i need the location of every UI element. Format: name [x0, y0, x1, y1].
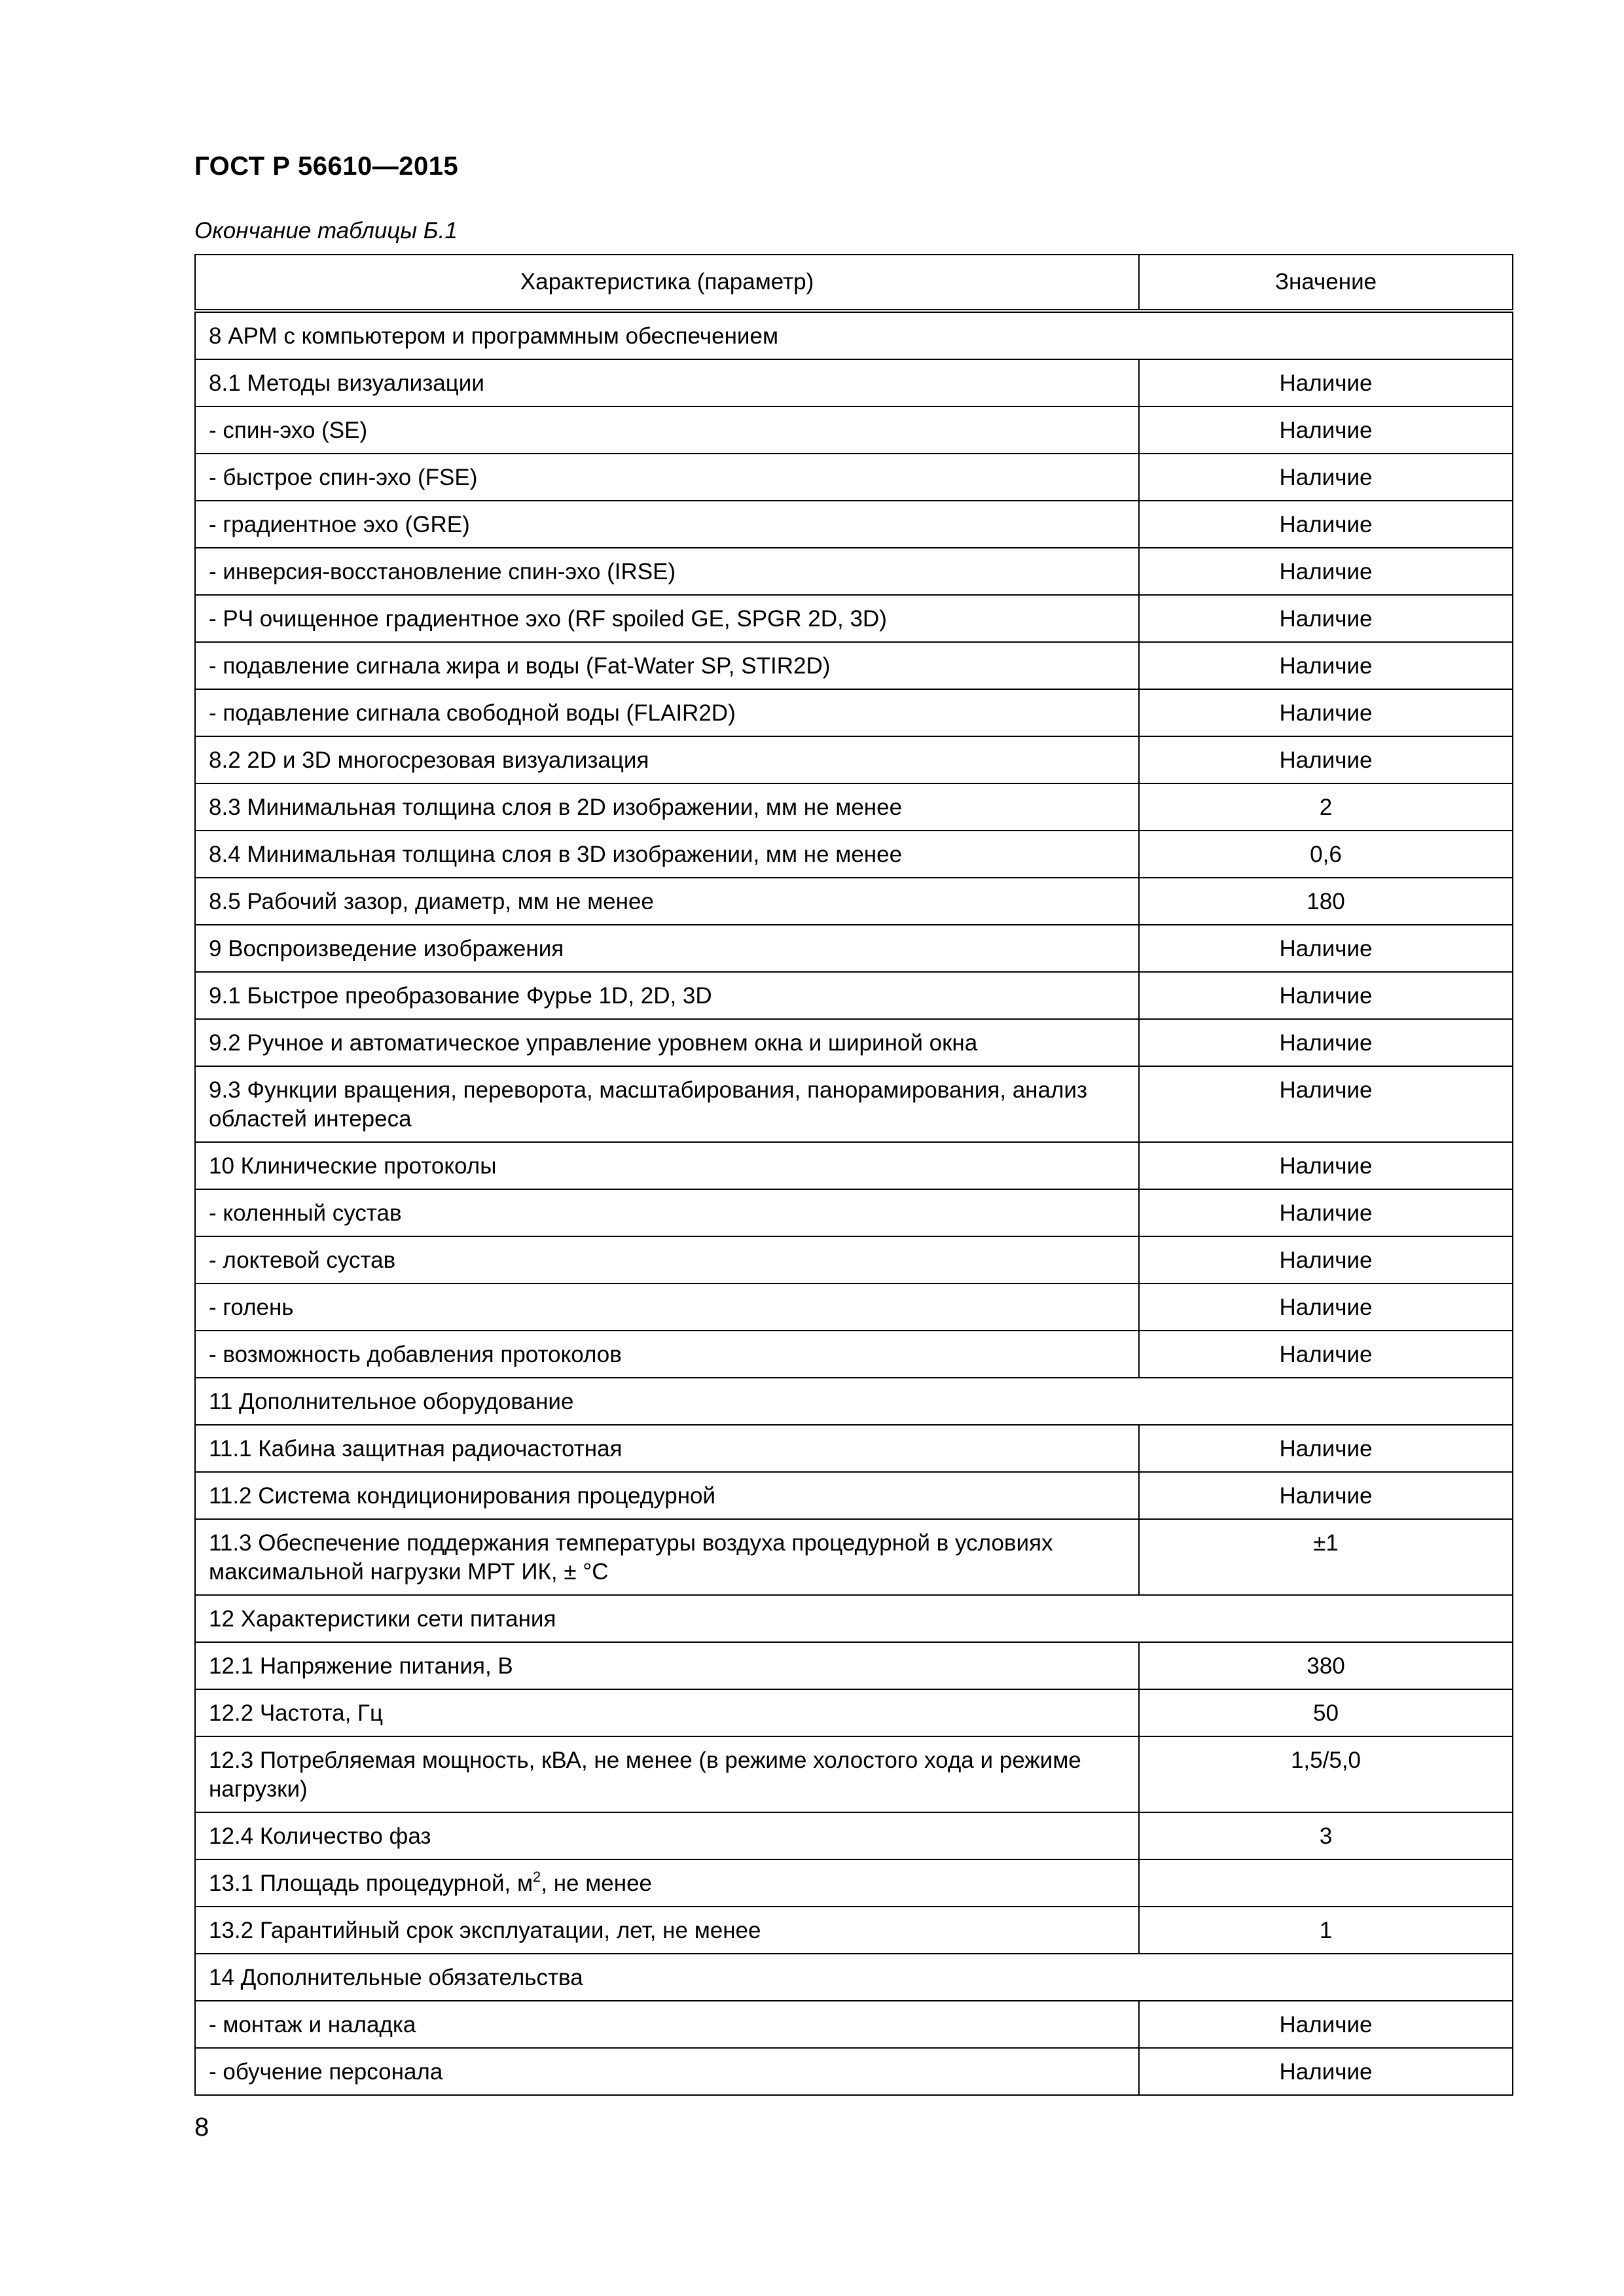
parameter-text: 12.4 Количество фаз [209, 1823, 431, 1849]
value-cell: 180 [1139, 878, 1513, 925]
table-row [195, 2001, 1513, 2048]
document-code: ГОСТ Р 56610—2015 [194, 152, 459, 181]
value-cell: Наличие [1139, 406, 1513, 454]
parameter-cell [195, 783, 1139, 831]
parameter-cell [195, 972, 1139, 1019]
value-cell: ±1 [1139, 1519, 1513, 1595]
table-row [195, 1736, 1513, 1812]
specification-table [194, 254, 1513, 2096]
parameter-text: 12 Характеристики сети питания [209, 1606, 556, 1632]
section-title-cell [195, 1954, 1513, 2001]
section-title-cell [195, 1595, 1513, 1642]
table-section-row [195, 1595, 1513, 1642]
section-title-cell [195, 311, 1513, 359]
table-row [195, 1907, 1513, 1954]
table-section-row [195, 311, 1513, 359]
parameter-cell [195, 1142, 1139, 1189]
parameter-text: 14 Дополнительные обязательства [209, 1965, 583, 1990]
parameter-text: - спин-эхо (SE) [209, 418, 368, 443]
table-row [195, 1019, 1513, 1066]
parameter-text: 8.1 Методы визуализации [209, 370, 484, 396]
value-cell: Наличие [1139, 1236, 1513, 1283]
parameter-cell [195, 1812, 1139, 1859]
value-cell: Наличие [1139, 2048, 1513, 2095]
parameter-cell [195, 1331, 1139, 1378]
parameter-cell [195, 548, 1139, 595]
table-row [195, 406, 1513, 454]
parameter-text: - голень [209, 1295, 294, 1320]
parameter-text: 12.1 Напряжение питания, В [209, 1653, 513, 1679]
table-row [195, 1331, 1513, 1378]
parameter-cell [195, 1019, 1139, 1066]
parameter-text: 13.1 Площадь процедурной, м [209, 1871, 533, 1896]
column-header-value: Значение [1139, 255, 1513, 311]
value-cell: Наличие [1139, 736, 1513, 783]
column-header-parameter: Характеристика (параметр) [195, 255, 1139, 311]
value-cell: Наличие [1139, 1019, 1513, 1066]
page-number: 8 [194, 2113, 209, 2142]
parameter-cell [195, 1519, 1139, 1595]
parameter-text: 8.2 2D и 3D многосрезовая визуализация [209, 747, 649, 773]
parameter-text: 8 АРМ с компьютером и программным обеспечением [209, 323, 779, 349]
parameter-cell [195, 1642, 1139, 1689]
value-cell: Наличие [1139, 1425, 1513, 1472]
value-cell: Наличие [1139, 2001, 1513, 2048]
parameter-cell [195, 1907, 1139, 1954]
table-row [195, 783, 1513, 831]
parameter-cell [195, 501, 1139, 548]
parameter-cell [195, 1472, 1139, 1519]
parameter-cell [195, 406, 1139, 454]
value-cell: Наличие [1139, 1142, 1513, 1189]
parameter-text: 8.5 Рабочий зазор, диаметр, мм не менее [209, 889, 654, 914]
value-cell: 50 [1139, 1689, 1513, 1736]
table-row [195, 1859, 1513, 1907]
parameter-text: 9.3 Функции вращения, переворота, масштабирования, панорамирования, анализ областей интереса [209, 1077, 1087, 1132]
value-cell: Наличие [1139, 689, 1513, 736]
table-row [195, 972, 1513, 1019]
table-row [195, 1519, 1513, 1595]
table-row [195, 501, 1513, 548]
parameter-cell [195, 642, 1139, 689]
parameter-text: 9 Воспроизведение изображения [209, 936, 564, 961]
value-cell: Наличие [1139, 1283, 1513, 1331]
parameter-text: 8.4 Минимальная толщина слоя в 3D изображении, мм не менее [209, 842, 903, 867]
table-row [195, 595, 1513, 642]
table-row [195, 1283, 1513, 1331]
parameter-text: 12.3 Потребляемая мощность, кВА, не менее (в режиме холостого хода и режиме нагрузки) [209, 1748, 1081, 1802]
table-row [195, 831, 1513, 878]
table-row [195, 736, 1513, 783]
table-row [195, 925, 1513, 972]
parameter-text: - монтаж и наладка [209, 2012, 416, 2037]
parameter-cell [195, 1066, 1139, 1142]
parameter-suffix: , не менее [541, 1871, 653, 1896]
parameter-text: - быстрое спин-эхо (FSE) [209, 465, 478, 490]
parameter-cell [195, 925, 1139, 972]
value-cell: Наличие [1139, 972, 1513, 1019]
unit-superscript: 2 [533, 1869, 541, 1885]
table-row [195, 878, 1513, 925]
value-cell: Наличие [1139, 642, 1513, 689]
parameter-text: 8.3 Минимальная толщина слоя в 2D изображении, мм не менее [209, 795, 903, 820]
table-row [195, 1066, 1513, 1142]
parameter-cell [195, 736, 1139, 783]
table-row [195, 1189, 1513, 1236]
table-row [195, 1425, 1513, 1472]
parameter-text: - локтевой сустав [209, 1247, 396, 1273]
table-row [195, 1689, 1513, 1736]
table-row [195, 2048, 1513, 2095]
parameter-cell [195, 1689, 1139, 1736]
value-cell: Наличие [1139, 501, 1513, 548]
parameter-cell [195, 1236, 1139, 1283]
parameter-cell [195, 2048, 1139, 2095]
parameter-text: 11 Дополнительное оборудование [209, 1389, 574, 1414]
value-cell: 2 [1139, 783, 1513, 831]
table-caption: Окончание таблицы Б.1 [194, 218, 458, 243]
parameter-text: 11.1 Кабина защитная радиочастотная [209, 1436, 623, 1462]
value-cell: 1,5/5,0 [1139, 1736, 1513, 1812]
value-cell: Наличие [1139, 925, 1513, 972]
value-cell: Наличие [1139, 595, 1513, 642]
parameter-text: - градиентное эхо (GRE) [209, 512, 470, 537]
parameter-text: - обучение персонала [209, 2059, 443, 2085]
value-cell: Наличие [1139, 548, 1513, 595]
parameter-text: 13.2 Гарантийный срок эксплуатации, лет, не менее [209, 1918, 761, 1943]
parameter-text: - коленный сустав [209, 1200, 402, 1226]
table-body [195, 311, 1513, 2095]
value-cell [1139, 1859, 1513, 1907]
value-cell: Наличие [1139, 1189, 1513, 1236]
parameter-cell [195, 359, 1139, 406]
parameter-text: 12.2 Частота, Гц [209, 1700, 384, 1726]
value-cell: Наличие [1139, 1066, 1513, 1142]
parameter-text: - подавление сигнала жира и воды (Fat-Water SP, STIR2D) [209, 653, 831, 679]
parameter-cell [195, 1736, 1139, 1812]
value-cell: 0,6 [1139, 831, 1513, 878]
table-row [195, 642, 1513, 689]
table-row [195, 1236, 1513, 1283]
value-cell: Наличие [1139, 1472, 1513, 1519]
table-row [195, 689, 1513, 736]
table-header-row [195, 255, 1513, 311]
table-row [195, 359, 1513, 406]
table-row [195, 1642, 1513, 1689]
table-row [195, 1472, 1513, 1519]
parameter-text: 11.2 Система кондиционирования процедурной [209, 1483, 716, 1509]
table-section-row [195, 1954, 1513, 2001]
table-row [195, 548, 1513, 595]
table-section-row [195, 1378, 1513, 1425]
parameter-cell [195, 1189, 1139, 1236]
value-cell: 380 [1139, 1642, 1513, 1689]
table-row [195, 454, 1513, 501]
value-cell: 3 [1139, 1812, 1513, 1859]
parameter-cell [195, 831, 1139, 878]
table-row [195, 1142, 1513, 1189]
parameter-cell [195, 1859, 1139, 1907]
value-cell: 1 [1139, 1907, 1513, 1954]
parameter-cell [195, 1425, 1139, 1472]
value-cell: Наличие [1139, 454, 1513, 501]
value-cell: Наличие [1139, 1331, 1513, 1378]
parameter-cell [195, 689, 1139, 736]
parameter-cell [195, 595, 1139, 642]
parameter-text: - РЧ очищенное градиентное эхо (RF spoiled GE, SPGR 2D, 3D) [209, 606, 887, 632]
parameter-text: - подавление сигнала свободной воды (FLAIR2D) [209, 700, 736, 726]
parameter-text: - возможность добавления протоколов [209, 1342, 622, 1367]
table-row [195, 1812, 1513, 1859]
parameter-text: - инверсия-восстановление спин-эхо (IRSE) [209, 559, 676, 584]
section-title-cell [195, 1378, 1513, 1425]
parameter-cell [195, 454, 1139, 501]
parameter-cell [195, 1283, 1139, 1331]
parameter-cell [195, 2001, 1139, 2048]
parameter-cell [195, 878, 1139, 925]
parameter-text: 10 Клинические протоколы [209, 1153, 497, 1179]
value-cell: Наличие [1139, 359, 1513, 406]
parameter-text: 11.3 Обеспечение поддержания температуры воздуха процедурной в условиях максимальной нагрузки МРТ ИК, ± °С [209, 1530, 1053, 1585]
parameter-text: 9.1 Быстрое преобразование Фурье 1D, 2D, 3D [209, 983, 712, 1009]
parameter-text: 9.2 Ручное и автоматическое управление уровнем окна и шириной окна [209, 1030, 978, 1056]
